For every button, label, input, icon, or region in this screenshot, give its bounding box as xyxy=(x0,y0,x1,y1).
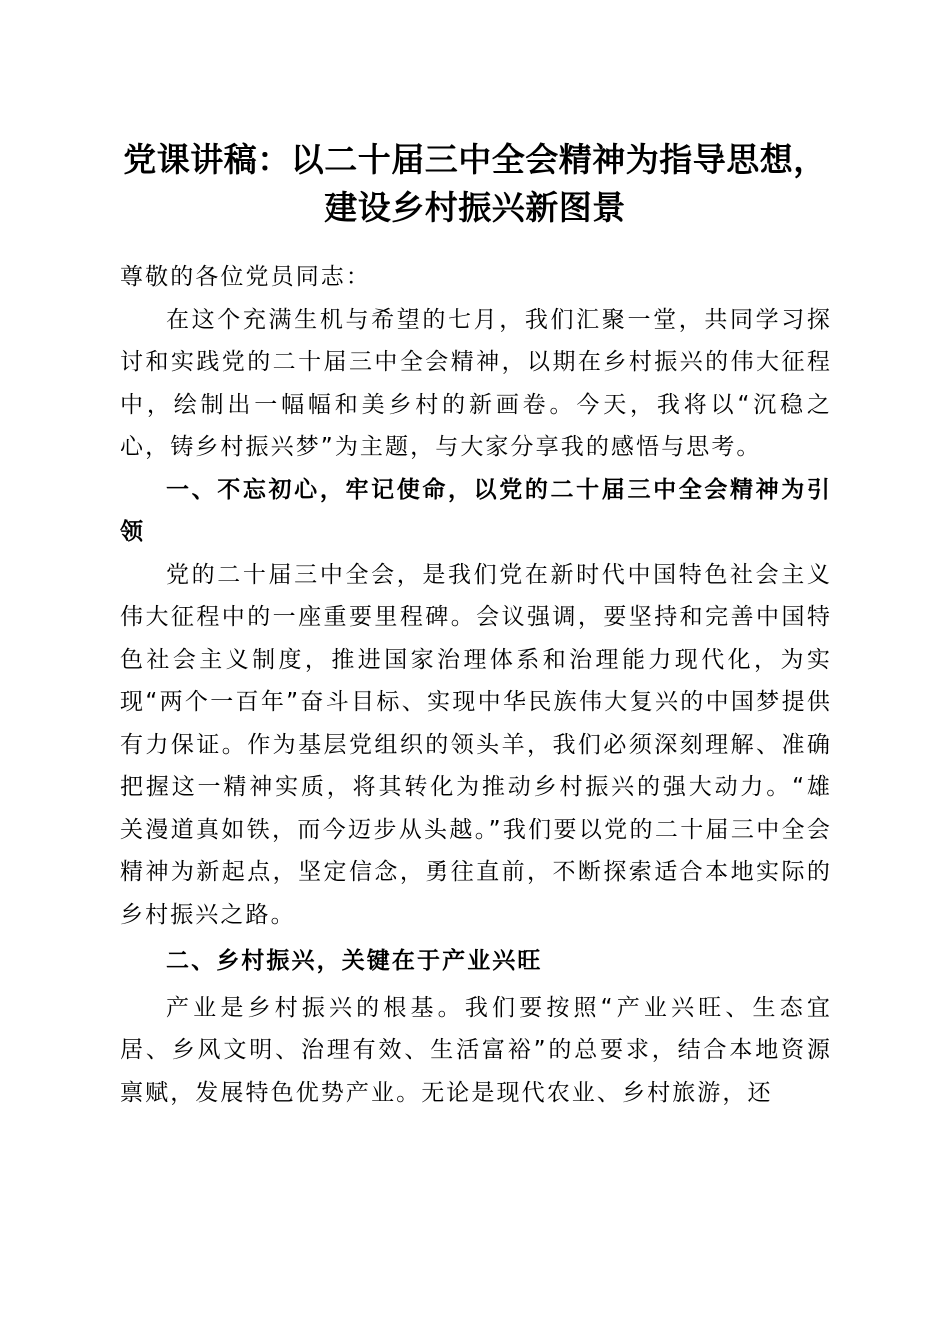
document-body xyxy=(120,256,832,1114)
title-line-2: 建设乡村振兴新图景 xyxy=(324,188,626,227)
title-line-1: 党课讲稿：以二十届三中全会精神为指导思想， xyxy=(123,140,827,179)
document-title xyxy=(100,136,850,232)
paragraph-intro: 在这个充满生机与希望的七月，我们汇聚一堂，共同学习探讨和实践党的二十届三中全会精神，以期在乡村振兴的伟大征程中，绘制出一幅幅和美乡村的新画卷。今天，我将以“沉稳之心，铸乡村振兴梦”为主题，与大家分享我的感悟与思考。 xyxy=(120,306,832,460)
salutation: 尊敬的各位党员同志： xyxy=(120,264,371,290)
paragraph-section-1: 党的二十届三中全会，是我们党在新时代中国特色社会主义伟大征程中的一座重要里程碑。会议强调，要坚持和完善中国特色社会主义制度，推进国家治理体系和治理能力现代化，为实现“两个一百年”奋斗目标、实现中华民族伟大复兴的中国梦提供有力保证。作为基层党组织的领头羊，我们必须深刻理解、准确把握这一精神实质，将其转化为推动乡村振兴的强大动力。“雄关漫道真如铁，而今迈步从头越。”我们要以党的二十届三中全会精神为新起点，坚定信念，勇往直前，不断探索适合本地实际的乡村振兴之路。 xyxy=(120,561,832,928)
section-heading-1: 一、不忘初心，牢记使命，以党的二十届三中全会精神为引领 xyxy=(120,476,832,545)
paragraph-section-2: 产业是乡村振兴的根基。我们要按照“产业兴旺、生态宜居、乡风文明、治理有效、生活富裕”的总要求，结合本地资源禀赋，发展特色优势产业。无论是现代农业、乡村旅游，还 xyxy=(120,994,832,1106)
section-heading-2: 二、乡村振兴，关键在于产业兴旺 xyxy=(166,948,543,974)
